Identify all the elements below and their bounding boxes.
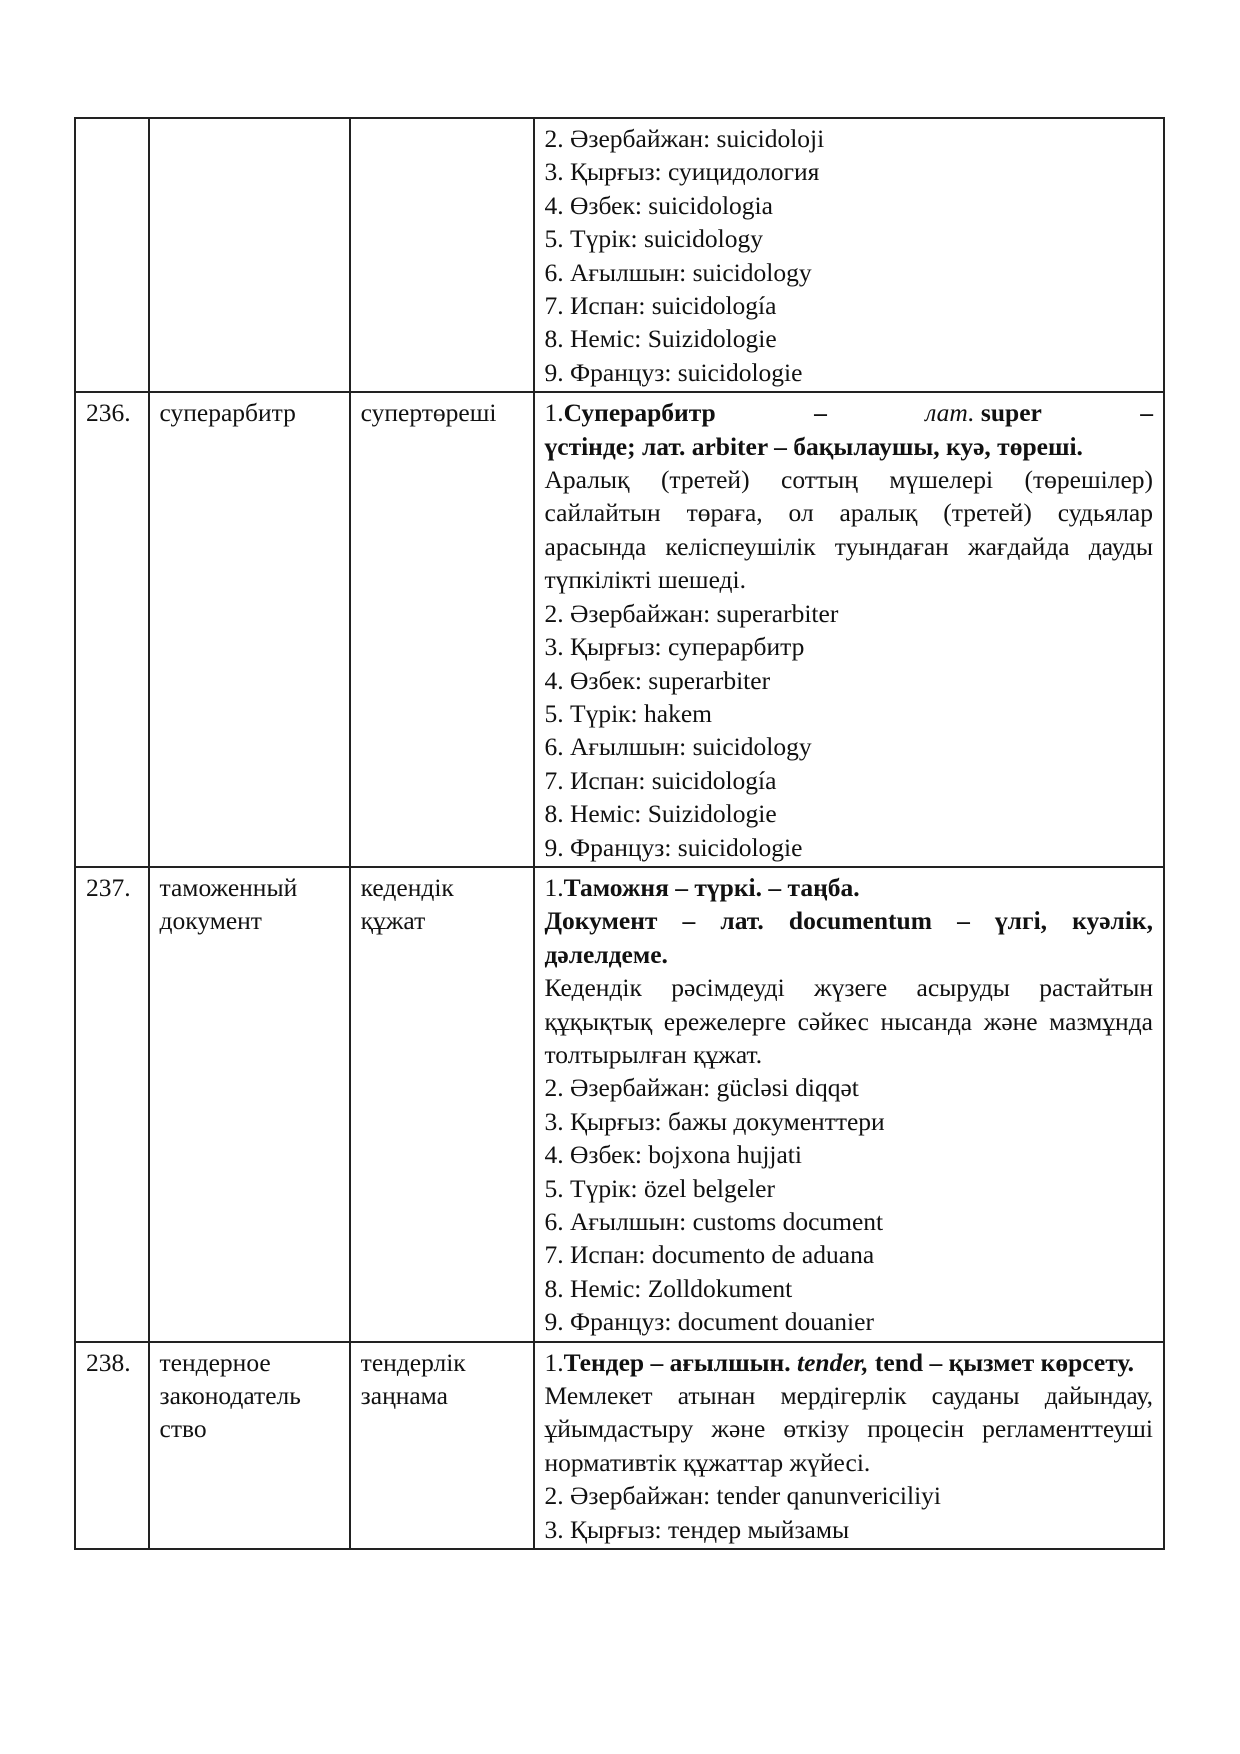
translation-line: 7. Испан: documento de aduana [544, 1240, 875, 1270]
definition-text: Аралық (третей) соттың мүшелері (төрешілер) сайлайтын төраға, ол аралық (третей) судьялар арасында келіспеушілік туындаған жағдайда дауды түпкілікті шешеді. [544, 465, 1153, 595]
definition-text: Кедендік рәсімдеуді жүзеге асыруды растайтын құқықтық ережелерге сәйкес нысанда және мазмұнда толтырылған құжат. [544, 973, 1153, 1069]
etymology-italic: tender, [797, 1347, 869, 1377]
translation-line: 8. Неміс: Zolldokument [544, 1273, 793, 1303]
kazakh-term: супертөреші [350, 392, 534, 867]
translation-line: 5. Түрік: özel belgeler [544, 1173, 775, 1203]
russian-term: тендерное законодатель ство [149, 1342, 350, 1549]
entry-number [75, 118, 149, 392]
translation-line: 5. Түрік: hakem [544, 698, 712, 728]
entry-number: 238. [75, 1342, 149, 1549]
russian-term: суперарбитр [149, 392, 350, 867]
translation-line: 7. Испан: suicidología [544, 291, 777, 321]
etymology-prefix: 1. [544, 1347, 564, 1377]
etymology-dash: – [1140, 398, 1153, 428]
translation-line: 4. Өзбек: bojxona hujjati [544, 1140, 802, 1170]
definition-cell [534, 1342, 1165, 1549]
table-row [75, 867, 1164, 1342]
translation-line: 9. Француз: document douanier [544, 1307, 874, 1337]
etymology-prefix: 1. [544, 398, 564, 428]
translation-line: 8. Неміс: Suizidologie [544, 324, 777, 354]
russian-term [149, 118, 350, 392]
etymology-word: super [980, 398, 1042, 428]
translation-line: 2. Әзербайжан: tender qanunvericiliyi [544, 1481, 941, 1511]
translation-line: 2. Әзербайжан: gücləsi diqqət [544, 1073, 859, 1103]
translation-line: 6. Ағылшын: customs document [544, 1207, 884, 1236]
entry-number: 236. [75, 392, 149, 867]
russian-term: таможенный документ [149, 867, 350, 1342]
etymology-second: Документ – лат. documentum – үлгі, куәлік, дәлелдеме. [544, 906, 1153, 969]
translation-line: 2. Әзербайжан: superarbiter [544, 598, 839, 628]
etymology-heading [545, 871, 1154, 904]
etymology-heading [545, 1346, 1154, 1379]
definition-cell [534, 118, 1165, 392]
etymology-part: Тендер – ағылшын. [563, 1347, 797, 1377]
translation-line: 6. Ағылшын: suicidology [544, 732, 812, 762]
translation-line: 6. Ағылшын: suicidology [544, 257, 812, 287]
translation-line: 2. Әзербайжан: suicidoloji [544, 124, 825, 153]
translation-line: 5. Түрік: suicidology [544, 224, 764, 254]
kazakh-term [350, 118, 534, 392]
etymology-prefix: 1. [544, 872, 564, 902]
translation-line: 4. Өзбек: superarbiter [544, 665, 771, 695]
etymology-text: Таможня – түркі. – таңба. [563, 872, 860, 902]
definition-cell [534, 392, 1165, 867]
etymology-meaning: үстінде; лат. arbiter – бақылаушы, куә, төреші. [544, 431, 1083, 461]
translation-line: 8. Неміс: Suizidologie [544, 799, 777, 829]
etymology-dash: – [814, 398, 827, 428]
kazakh-term: тендерлік заңнама [350, 1342, 534, 1549]
translation-line: 3. Қырғыз: суперарбитр [544, 632, 805, 662]
kazakh-term: кедендік құжат [350, 867, 534, 1342]
etymology-heading [545, 396, 1154, 429]
translation-line: 3. Қырғыз: суицидология [544, 157, 820, 187]
translation-line: 9. Француз: suicidologie [544, 832, 803, 862]
etymology-term: Суперарбитр [563, 398, 716, 428]
etymology-part: tend – қызмет көрсету. [868, 1347, 1135, 1377]
table-row [75, 1342, 1164, 1549]
definition-text: Мемлекет атынан мердігерлік сауданы дайындау, ұйымдастыру және өткізу процесін регламенттеуші нормативтік құжаттар жүйесі. [544, 1381, 1153, 1477]
translation-line: 7. Испан: suicidología [544, 765, 777, 795]
entry-number: 237. [75, 867, 149, 1342]
translation-line: 9. Француз: suicidologie [544, 357, 803, 387]
terminology-table [74, 117, 1165, 1550]
translation-line: 4. Өзбек: suicidologia [544, 190, 773, 220]
definition-cell [534, 867, 1165, 1342]
table-row [75, 392, 1164, 867]
translation-line: 3. Қырғыз: тендер мыйзамы [544, 1514, 850, 1544]
translation-line: 3. Қырғыз: бажы документтери [544, 1106, 885, 1136]
table-row [75, 118, 1164, 392]
etymology-lang: лат. [925, 398, 975, 428]
